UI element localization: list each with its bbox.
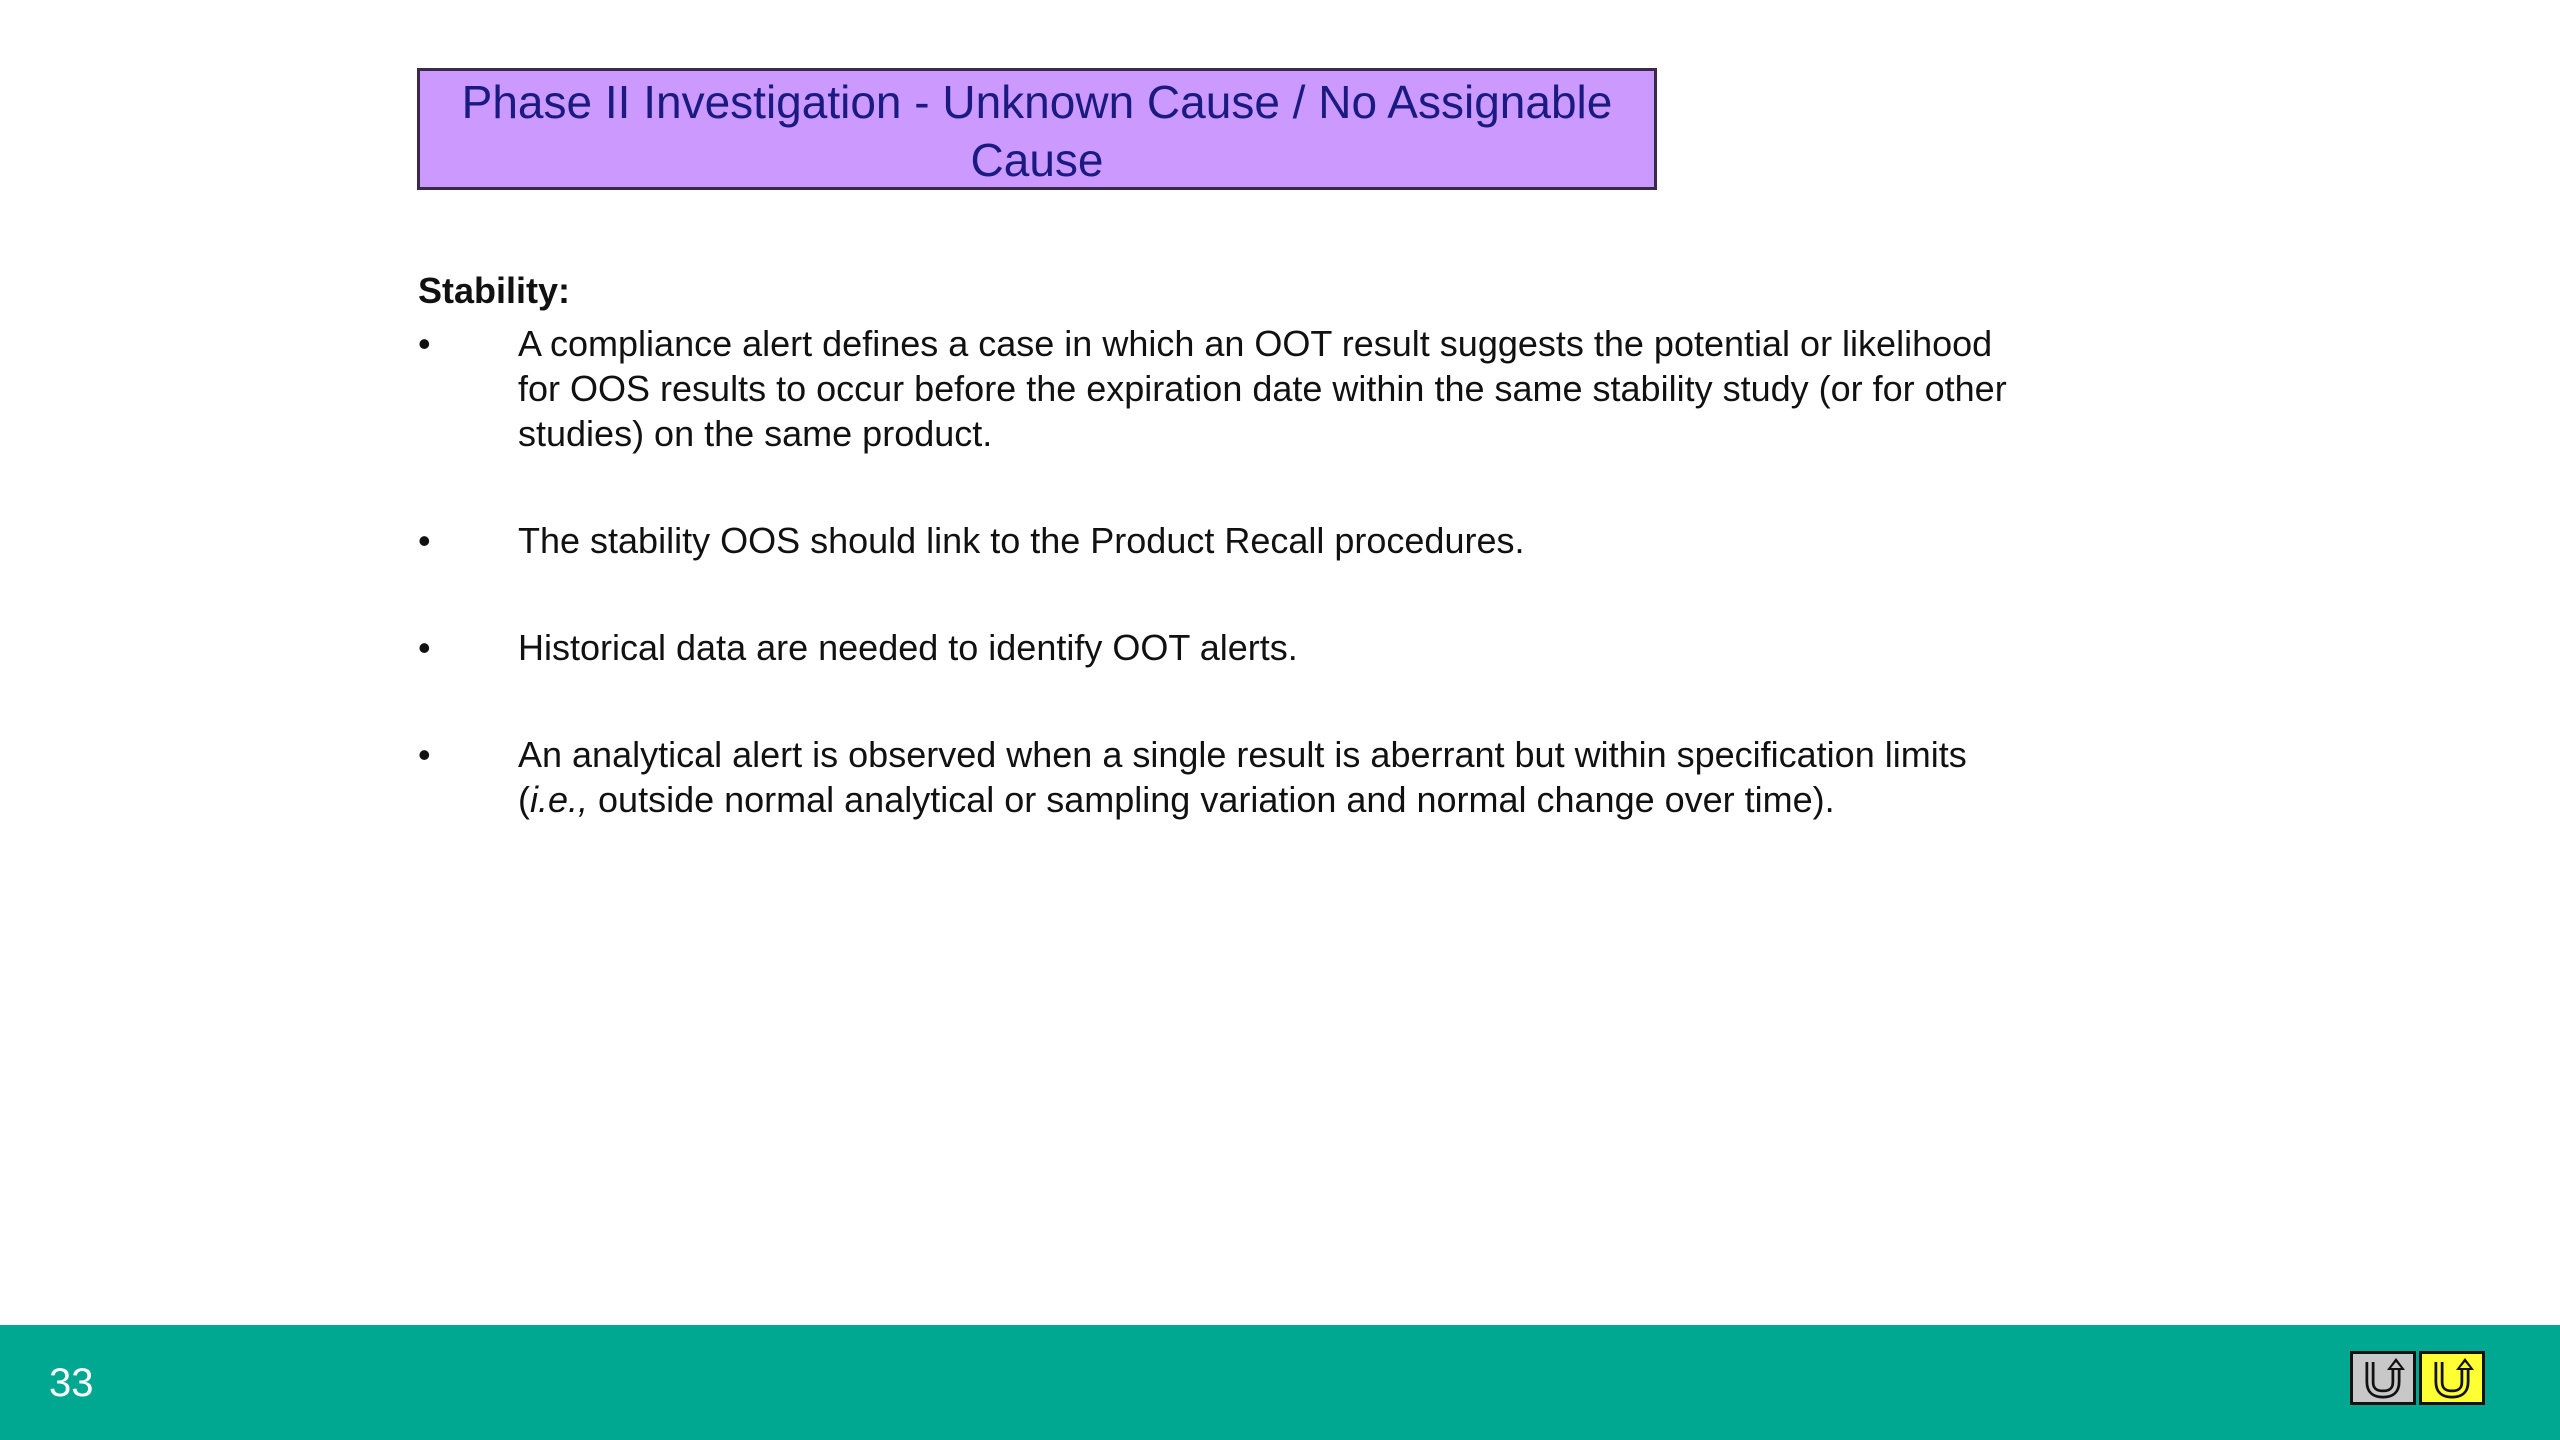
u-turn-return-icon [2359,1356,2407,1400]
content-body [418,268,2098,884]
bullet-marker: • [418,520,431,561]
slide-title-line-1: Phase II Investigation - Unknown Cause / No Assignable [461,76,1613,128]
bullet-marker: • [418,323,431,364]
bullet-marker: • [418,627,431,668]
page-number: 33 [49,1361,94,1405]
bullet-item [418,518,2098,563]
bullet-text-line: The stability OOS should link to the Product Recall procedures. [518,520,1525,561]
slide-title [417,68,1657,190]
bullet-item [418,625,2098,670]
ie-italic: i.e., [530,779,589,820]
bullet-text-line: Historical data are needed to identify OOT alerts. [518,627,1298,668]
nav-buttons [2350,1351,2485,1405]
bullet-marker: • [418,734,431,775]
paren-open: ( [518,779,530,820]
bullet-text-line: studies) on the same product. [518,413,993,454]
bullet-text-rest: outside normal analytical or sampling variation and normal change over time). [588,779,1835,820]
slide-title-line-2: Cause [970,134,1104,186]
bullet-text-line: An analytical alert is observed when a single result is aberrant but within specification limits [518,734,1967,775]
bullet-text-line: for OOS results to occur before the expiration date within the same stability study (or for other [518,368,2007,409]
section-heading: Stability: [418,270,571,311]
bullet-text-line: A compliance alert defines a case in which an OOT result suggests the potential or likelihood [518,323,1993,364]
return-button-gray[interactable] [2350,1351,2416,1405]
bullet-text-line [518,777,2098,822]
u-turn-return-icon [2428,1356,2476,1400]
bullet-item [418,321,2098,456]
return-button-yellow[interactable] [2419,1351,2485,1405]
bullet-item [418,732,2098,822]
footer-bar [0,1325,2560,1440]
